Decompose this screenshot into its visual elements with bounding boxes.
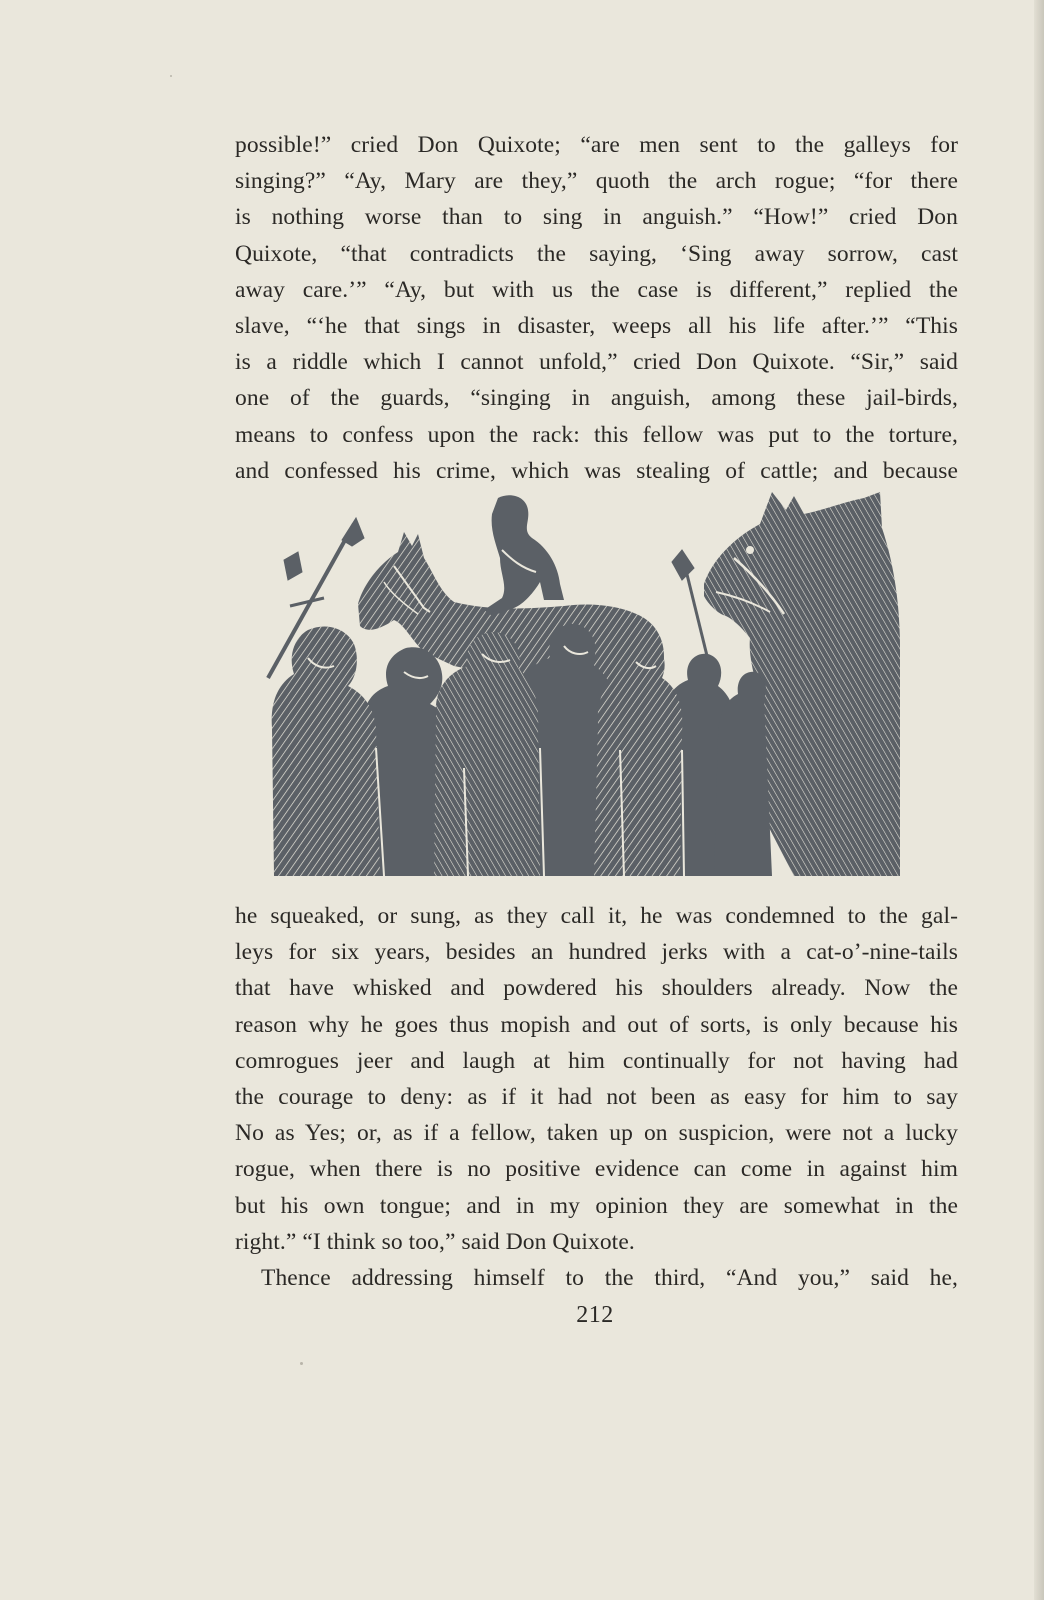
page-number: 212 xyxy=(576,1302,614,1328)
paper-speck xyxy=(300,1362,303,1365)
text-line: right.” “I think so too,” said Don Quixote. xyxy=(235,1228,635,1255)
woodcut-illustration xyxy=(264,488,904,876)
text-line: and confessed his crime, which was stealing of cattle; and because xyxy=(235,457,958,484)
text-line: means to confess upon the rack: this fellow was put to the torture, xyxy=(235,421,958,448)
text-line: comrogues jeer and laugh at him continually for not having had xyxy=(235,1047,958,1074)
text-line: leys for six years, besides an hundred jerks with a cat-o’-nine-tails xyxy=(235,939,958,966)
text-line: is a riddle which I cannot unfold,” cried Don Quixote. “Sir,” said xyxy=(235,349,958,376)
page-edge xyxy=(1034,0,1044,1600)
text-line: one of the guards, “singing in anguish, among these jail-birds, xyxy=(235,385,958,412)
text-line: reason why he goes thus mopish and out of sorts, is only because his xyxy=(235,1011,958,1038)
halberd-middle xyxy=(672,550,710,668)
text-line: No as Yes; or, as if a fellow, taken up on suspicion, were not a lucky xyxy=(235,1120,958,1147)
text-line: that have whisked and powdered his shoulders already. Now the xyxy=(235,975,958,1002)
text-line: he squeaked, or sung, as they call it, he was condemned to the gal- xyxy=(235,903,958,929)
paper-speck xyxy=(170,75,172,77)
text-line: rogue, when there is no positive evidence can come in against him xyxy=(235,1156,958,1183)
text-line: but his own tongue; and in my opinion they are somewhat in the xyxy=(235,1192,958,1219)
text-line: away care.’” “Ay, but with us the case is different,” replied the xyxy=(235,276,958,303)
text-line: possible!” cried Don Quixote; “are men sent to the galleys for xyxy=(235,132,958,158)
text-line: Quixote, “that contradicts the saying, ‘Sing away sorrow, cast xyxy=(235,240,958,267)
text-line: the courage to deny: as if it had not been as easy for him to say xyxy=(235,1083,958,1110)
text-line: singing?” “Ay, Mary are they,” quoth the arch rogue; “for there xyxy=(235,168,958,195)
text-line: slave, “‘he that sings in disaster, weeps all his life after.’” “This xyxy=(235,312,958,339)
text-line-indented: Thence addressing himself to the third, “And you,” said he, xyxy=(261,1264,958,1291)
text-line: is nothing worse than to sing in anguish.” “How!” cried Don xyxy=(235,204,958,231)
paragraph-bottom xyxy=(235,898,958,1296)
paragraph-top xyxy=(235,127,958,489)
